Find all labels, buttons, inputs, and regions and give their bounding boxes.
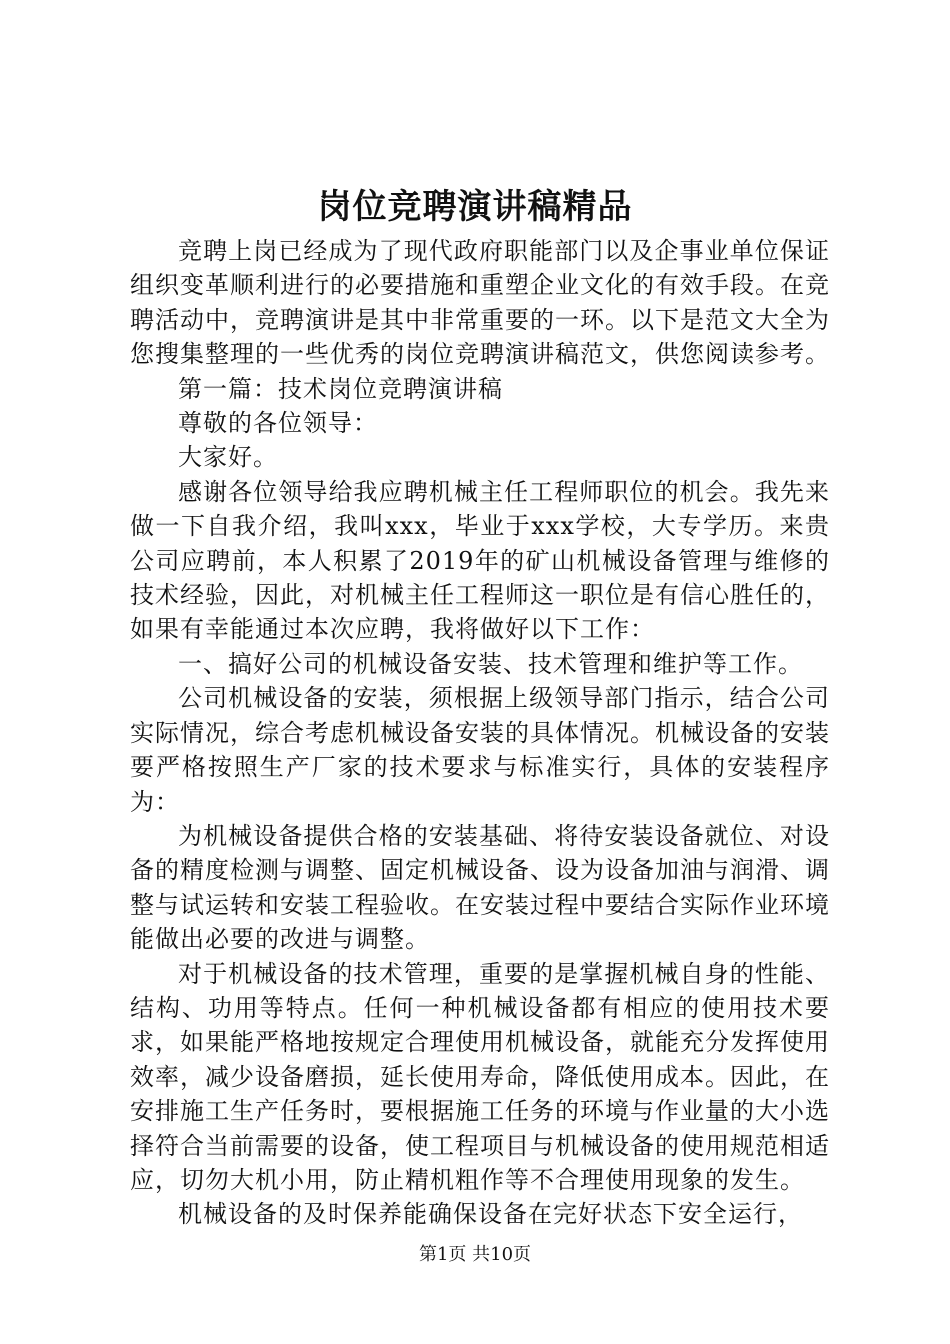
paragraph-greeting: 大家好。 (178, 443, 278, 472)
paragraph-maintenance: 机械设备的及时保养能确保设备在完好状态下安全运行， (178, 1200, 803, 1229)
page-number-footer: 第1页 共10页 (418, 1244, 532, 1265)
paragraph-item-one-heading: 一、搞好公司的机械设备安装、技术管理和维护等工作。 (178, 649, 803, 678)
paragraph-technical-management: 对于机械设备的技术管理，重要的是掌握机械自身的性能、结构、功用等特点。任何一种机械设备都有相应的使用技术要求，如果能严格地按规定合理使用机械设备，就能充分发挥使用效率，减少设备磨损，延长使用寿命，降低使用成本。因此，在安排施工生产任务时，要根据施工任务的环境与作业量的大小选择符合当前需要的设备，使工程项目与机械设备的使用规范相适应，切勿大机小用，防止精机粗作等不合理使用现象的发生。 (130, 959, 830, 1194)
document-body (130, 234, 830, 1232)
paragraph-intro: 竞聘上岗已经成为了现代政府职能部门以及企事业单位保证组织变革顺利进行的必要措施和重塑企业文化的有效手段。在竞聘活动中，竞聘演讲是其中非常重要的一环。以下是范文大全为您搜集整理的一些优秀的岗位竞聘演讲稿范文，供您阅读参考。 (130, 237, 830, 369)
paragraph-installation: 公司机械设备的安装，须根据上级领导部门指示，结合公司实际情况，综合考虑机械设备安装的具体情况。机械设备的安装要严格按照生产厂家的技术要求与标准实行，具体的安装程序为： (130, 684, 830, 816)
page-title: 岗位竞聘演讲稿精品 (317, 187, 633, 227)
paragraph-salutation: 尊敬的各位领导： (178, 409, 378, 438)
paragraph-installation-steps: 为机械设备提供合格的安装基础、将待安装设备就位、对设备的精度检测与调整、固定机械设备、设为设备加油与润滑、调整与试运转和安装工程验收。在安装过程中要结合实际作业环境能做出必要的改进与调整。 (130, 821, 830, 954)
paragraph-section-heading: 第一篇：技术岗位竞聘演讲稿 (178, 374, 503, 403)
paragraph-self-introduction: 感谢各位领导给我应聘机械主任工程师职位的机会。我先来做一下自我介绍，我叫xxx，毕业于xxx学校，大专学历。来贵公司应聘前，本人积累了2019年的矿山机械设备管理与维修的技术经验，因此，对机械主任工程师这一职位是有信心胜任的，如果有幸能通过本次应聘，我将做好以下工作： (130, 477, 830, 644)
